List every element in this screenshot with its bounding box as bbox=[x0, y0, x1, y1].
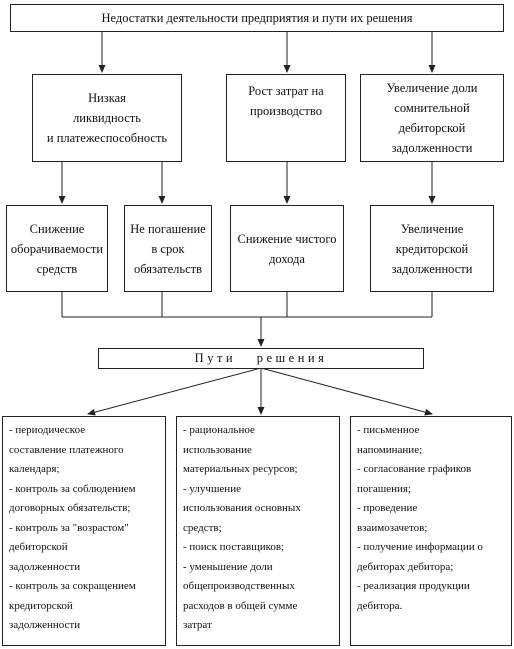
problem-receivables-label: Увеличение доли сомнительной дебиторской задолженности bbox=[386, 81, 478, 155]
consequence-payables-box bbox=[370, 205, 494, 292]
solutions-header-box bbox=[98, 348, 424, 369]
solution-item: - контроль за соблюдением договорных обязательств; bbox=[9, 482, 136, 514]
arrow-solutions-to-col1 bbox=[88, 368, 261, 414]
solution-item: - проведение взаимозачетов; bbox=[357, 502, 428, 534]
solutions-column-receivables bbox=[350, 416, 512, 646]
solution-item: - согласование графиков погашения; bbox=[357, 463, 472, 495]
consequence-turnover-box bbox=[6, 205, 108, 292]
consequence-turnover-label: Снижение оборачиваемости средств bbox=[10, 221, 104, 276]
consequence-payables-label: Увеличение кредиторской задолженности bbox=[391, 221, 473, 276]
solution-item: - контроль за "возрастом" дебиторской задолженности bbox=[9, 521, 129, 573]
solution-item: - получение информации о дебиторах дебитора; bbox=[357, 541, 483, 573]
solution-item: - письменное напоминание; bbox=[357, 424, 423, 456]
problem-liquidity-box bbox=[32, 74, 182, 162]
problem-receivables-box bbox=[360, 74, 504, 162]
solution-item: - уменьшение доли общепроизводственных расходов в общей сумме затрат bbox=[183, 560, 298, 631]
consequence-income-box bbox=[230, 205, 344, 292]
solution-item: - поиск поставщиков; bbox=[183, 541, 285, 553]
solution-item: - реализация продукции дебитора. bbox=[357, 580, 470, 612]
solution-item: - рациональное использование материальных ресурсов; bbox=[183, 424, 298, 475]
solutions-header-label: Пути решения bbox=[194, 351, 328, 365]
consequence-obligations-label: Не погашение в срок обязательств bbox=[130, 221, 206, 276]
solutions-column-costs bbox=[176, 416, 340, 646]
consequence-obligations-box bbox=[124, 205, 212, 292]
solution-item: - улучшение использования основных средств; bbox=[183, 482, 301, 534]
arrow-solutions-to-col3 bbox=[261, 368, 432, 414]
solution-item: - контроль за сокращением кредиторской задолженности bbox=[9, 580, 136, 631]
problem-costs-box bbox=[226, 74, 346, 162]
title-box bbox=[10, 4, 504, 32]
consequence-income-label: Снижение чистого дохода bbox=[237, 231, 337, 266]
diagram-title: Недостатки деятельности предприятия и пути их решения bbox=[101, 11, 413, 25]
problem-liquidity-label: Низкая ликвидность и платежеспособность bbox=[46, 91, 168, 145]
problem-costs-label: Рост затрат на производство bbox=[248, 84, 324, 118]
solutions-column-liquidity bbox=[2, 416, 166, 646]
solution-item: - периодическое составление платежного календаря; bbox=[9, 424, 124, 475]
